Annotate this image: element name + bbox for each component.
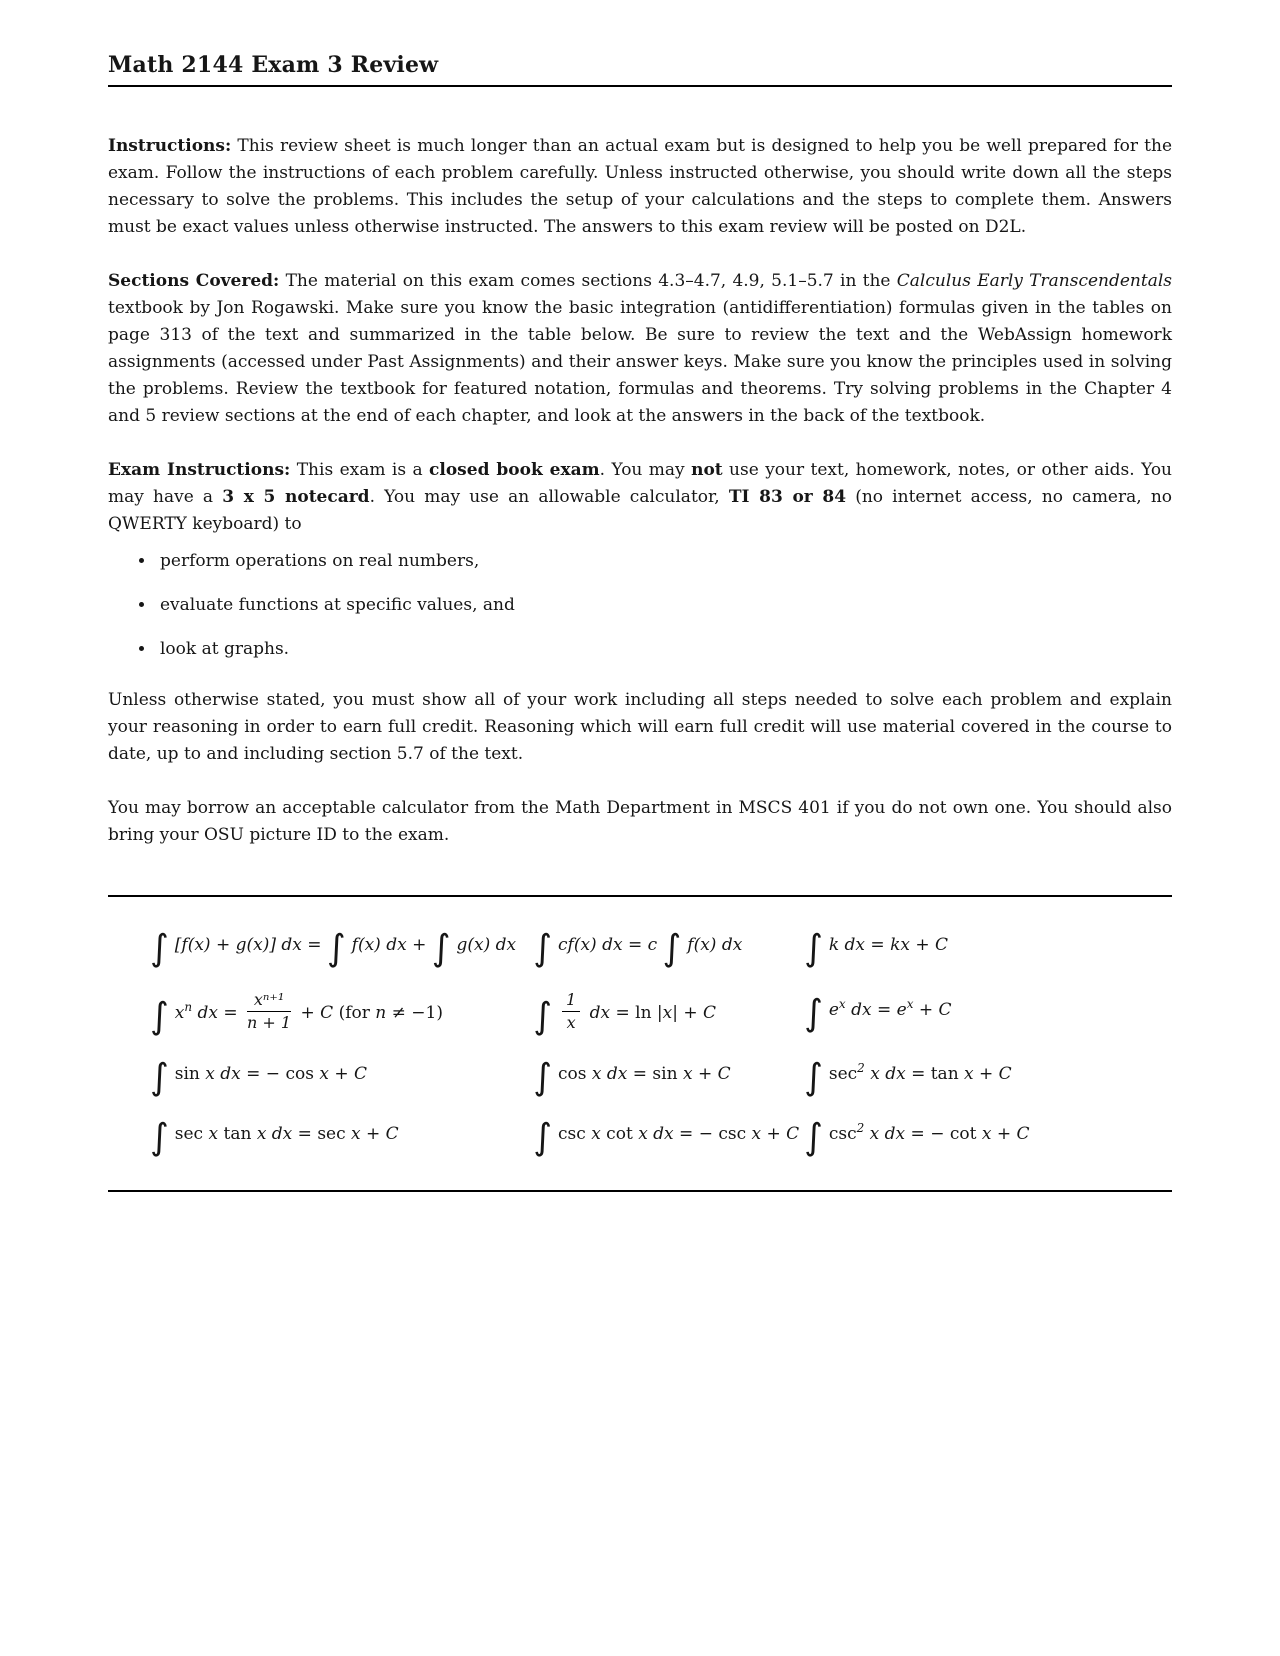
integral-sign: ∫ (533, 1057, 553, 1098)
integral-sign: ∫ (533, 928, 553, 969)
table-row (150, 1108, 1172, 1168)
integral-formula: ∫ cf(x) dx = c ∫ f(x) dx (533, 928, 743, 969)
integral-sign: ∫ (533, 1117, 553, 1158)
integral-sign: ∫ (804, 992, 823, 1034)
integral-sign: ∫ (150, 996, 169, 1037)
work-requirements-paragraph: Unless otherwise stated, you must show all of your work including all steps needed to solve each problem and explain your reasoning in order to earn full credit. Reasoning which will earn full credit will use material covered in the course to date, up to and including section 5.7 of the text. (108, 690, 1172, 764)
integral-sign: ∫ (150, 1057, 169, 1098)
integral-sign: ∫ (431, 928, 451, 969)
fraction: $\frac{1}{x}$ (562, 990, 580, 1033)
calculator-capabilities-list (156, 548, 1172, 663)
list-item: • evaluate functions at specific values, and (156, 592, 1172, 619)
integral-sign: ∫ (150, 928, 169, 969)
fraction: $\frac{\text{xⁿ⁺¹}}{n + 1}$ (247, 990, 292, 1032)
integral-sign: ∫ (804, 1057, 823, 1098)
integral-sign: ∫ (804, 1117, 823, 1158)
integral-formula: ∫ $x^n$ dx = $\frac{\text{xⁿ⁺¹}}{n + 1}$ + C (for n ≠ −1) (150, 990, 443, 1037)
integral-formula: ∫ sin x dx = − cos x + C (150, 1057, 367, 1098)
integral-formula: ∫ k dx = kx + C (804, 928, 949, 969)
integral-formula: ∫ csc x cot x dx = − csc x + C (533, 1117, 800, 1158)
sections-covered-paragraph: Sections Covered: The material on this exam comes sections 4.3–4.7, 4.9, 5.1–5.7 in the Calculus Early Transcendentals textbook by Jon Rogawski. Make sure you know the basic integration (antidifferentiation) formulas given in the tables on page 313 of the text and summarized in the table below. Be sure to review the text and the WebAssign homework assignments (accessed under Past Assignments) and their answer keys. Make sure you know the principles used in solving the problems. Review the textbook for featured notation, formulas and theorems. Try solving problems in the Chapter 4 and 5 review sections at the end of each chapter, and look at the answers in the back of the textbook. (108, 271, 1172, 426)
integral-formula: ∫ $e^x$ dx = $e^x + C$ (804, 992, 952, 1034)
integral-sign: ∫ (533, 996, 553, 1037)
integral-sign: ∫ (804, 928, 823, 969)
borrow-calculator-paragraph: You may borrow an acceptable calculator from the Math Department in MSCS 401 if you do not own one. You should also bring your OSU picture ID to the exam. (108, 798, 1172, 845)
list-item: • look at graphs. (156, 636, 1172, 663)
table-row (150, 979, 1172, 1048)
table-row (150, 1048, 1172, 1108)
integral-formula: ∫ sec x tan x dx = sec x + C (150, 1117, 399, 1158)
integral-sign: ∫ (326, 928, 346, 969)
instructions-paragraph: Instructions: This review sheet is much longer than an actual exam but is designed to help you be well prepared for the exam. Follow the instructions of each problem carefully. Unless instructed otherwise, you should write down all the steps necessary to solve the problems. This includes the setup of your calculations and the steps to complete them. Answers must be exact values unless otherwise instructed. The answers to this exam review will be posted on D2L. (108, 136, 1172, 237)
integral-sign: ∫ (150, 1117, 169, 1158)
integral-formula: ∫ $\sec^2 x$ dx = tan x + C (804, 1057, 1012, 1098)
list-item: • perform operations on real numbers, (156, 548, 1172, 575)
integral-formula-table (108, 897, 1172, 1190)
integral-formula: ∫ [f(x) + g(x)] dx = ∫ f(x) dx + ∫ g(x) dx (150, 928, 517, 969)
integral-formula: ∫ $\frac{1}{x}$ dx = ln |x| + C (533, 990, 717, 1037)
integral-formula: ∫ cos x dx = sin x + C (533, 1057, 731, 1098)
integral-sign: ∫ (662, 928, 682, 969)
title-rule (108, 85, 1172, 87)
table-bottom-rule (108, 1190, 1172, 1192)
page-title: Math 2144 Exam 3 Review (108, 52, 439, 78)
exam-instructions-paragraph: Exam Instructions: This exam is a closed book exam. You may not use your text, homework, notes, or other aids. You may have a 3 x 5 notecard. You may use an allowable calculator, TI 83 or 84 (no internet access, no camera, no QWERTY keyboard) to (108, 460, 1173, 534)
integral-formula: ∫ $\csc^2 x$ dx = − cot x + C (804, 1117, 1030, 1158)
table-row (150, 919, 1172, 979)
